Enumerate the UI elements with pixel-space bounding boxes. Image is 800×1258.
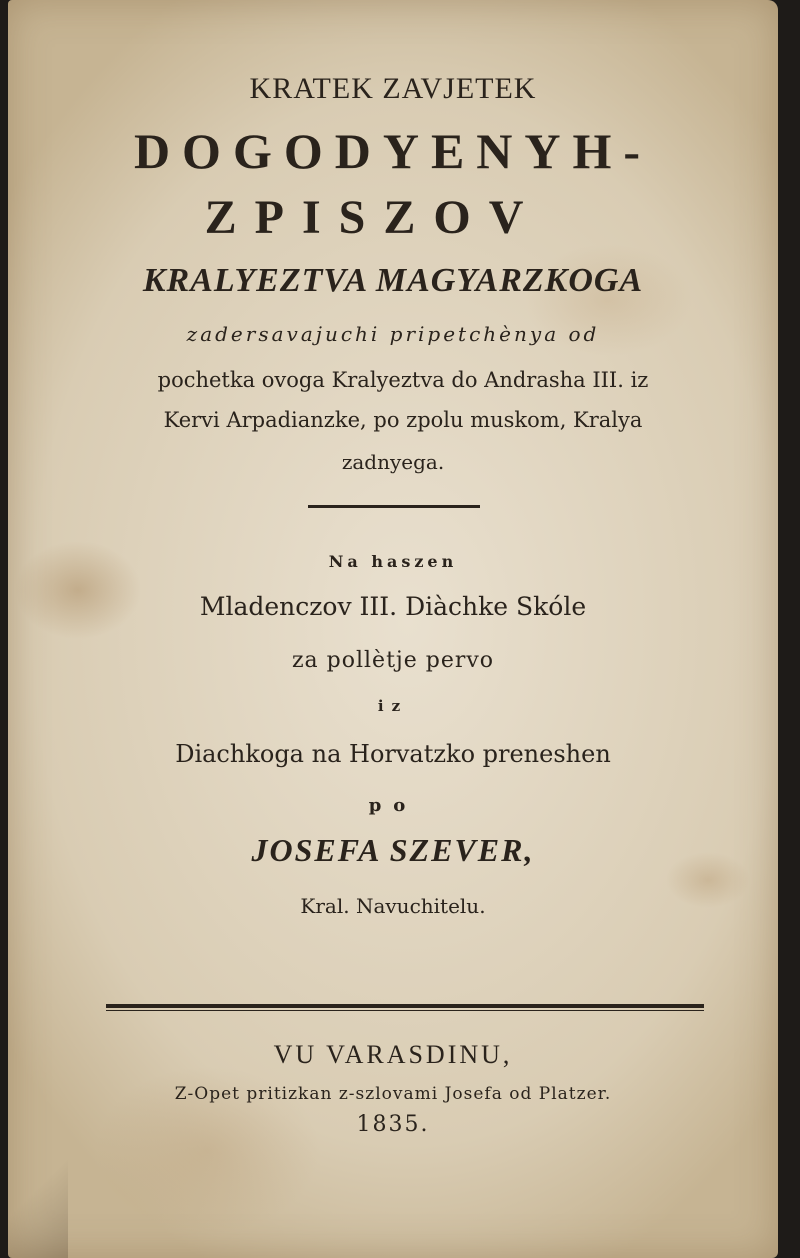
imprint-printer: Z-Opet pritizkan z-szlovami Josefa od Platzer. <box>174 1084 612 1104</box>
dedication-line-2: Mladenczov III. Diàchke Skóle <box>199 592 587 621</box>
by-line: po <box>368 795 418 816</box>
subtitle-line-3: Kervi Arpadianzke, po zpolu muskom, Kralya <box>163 408 643 432</box>
title-line-kralyeztva: KRALYEZTVA MAGYARZKOGA <box>142 262 644 299</box>
dedication-line-1: Na haszen <box>328 552 458 571</box>
subtitle-line-4: zadnyega. <box>341 450 445 474</box>
subtitle-line-1: zadersavajuchi pripetchènya od <box>186 322 600 346</box>
imprint-year: 1835. <box>356 1112 430 1137</box>
page-corner-wear <box>8 1150 68 1258</box>
title-line-dogodyenyh: DOGODYENYH- <box>133 123 653 179</box>
title-line-kratek-zavjetek: KRATEK ZAVJETEK <box>249 72 537 105</box>
long-divider-thin <box>106 1010 704 1011</box>
title-page <box>8 0 778 1258</box>
author-title: Kral. Navuchitelu. <box>300 894 486 918</box>
translation-line: Diachkoga na Horvatzko preneshen <box>175 740 611 768</box>
title-line-zpiszov: ZPISZOV <box>204 191 542 244</box>
dedication-line-4: iz <box>377 697 409 715</box>
dedication-line-3: za pollètje pervo <box>291 648 495 673</box>
imprint-place: VU VARASDINU, <box>273 1040 513 1069</box>
short-divider <box>308 505 480 508</box>
subtitle-line-2: pochetka ovoga Kralyeztva do Andrasha III. iz <box>157 368 649 392</box>
author-name: JOSEFA SZEVER, <box>251 832 535 868</box>
long-divider <box>106 1004 704 1008</box>
